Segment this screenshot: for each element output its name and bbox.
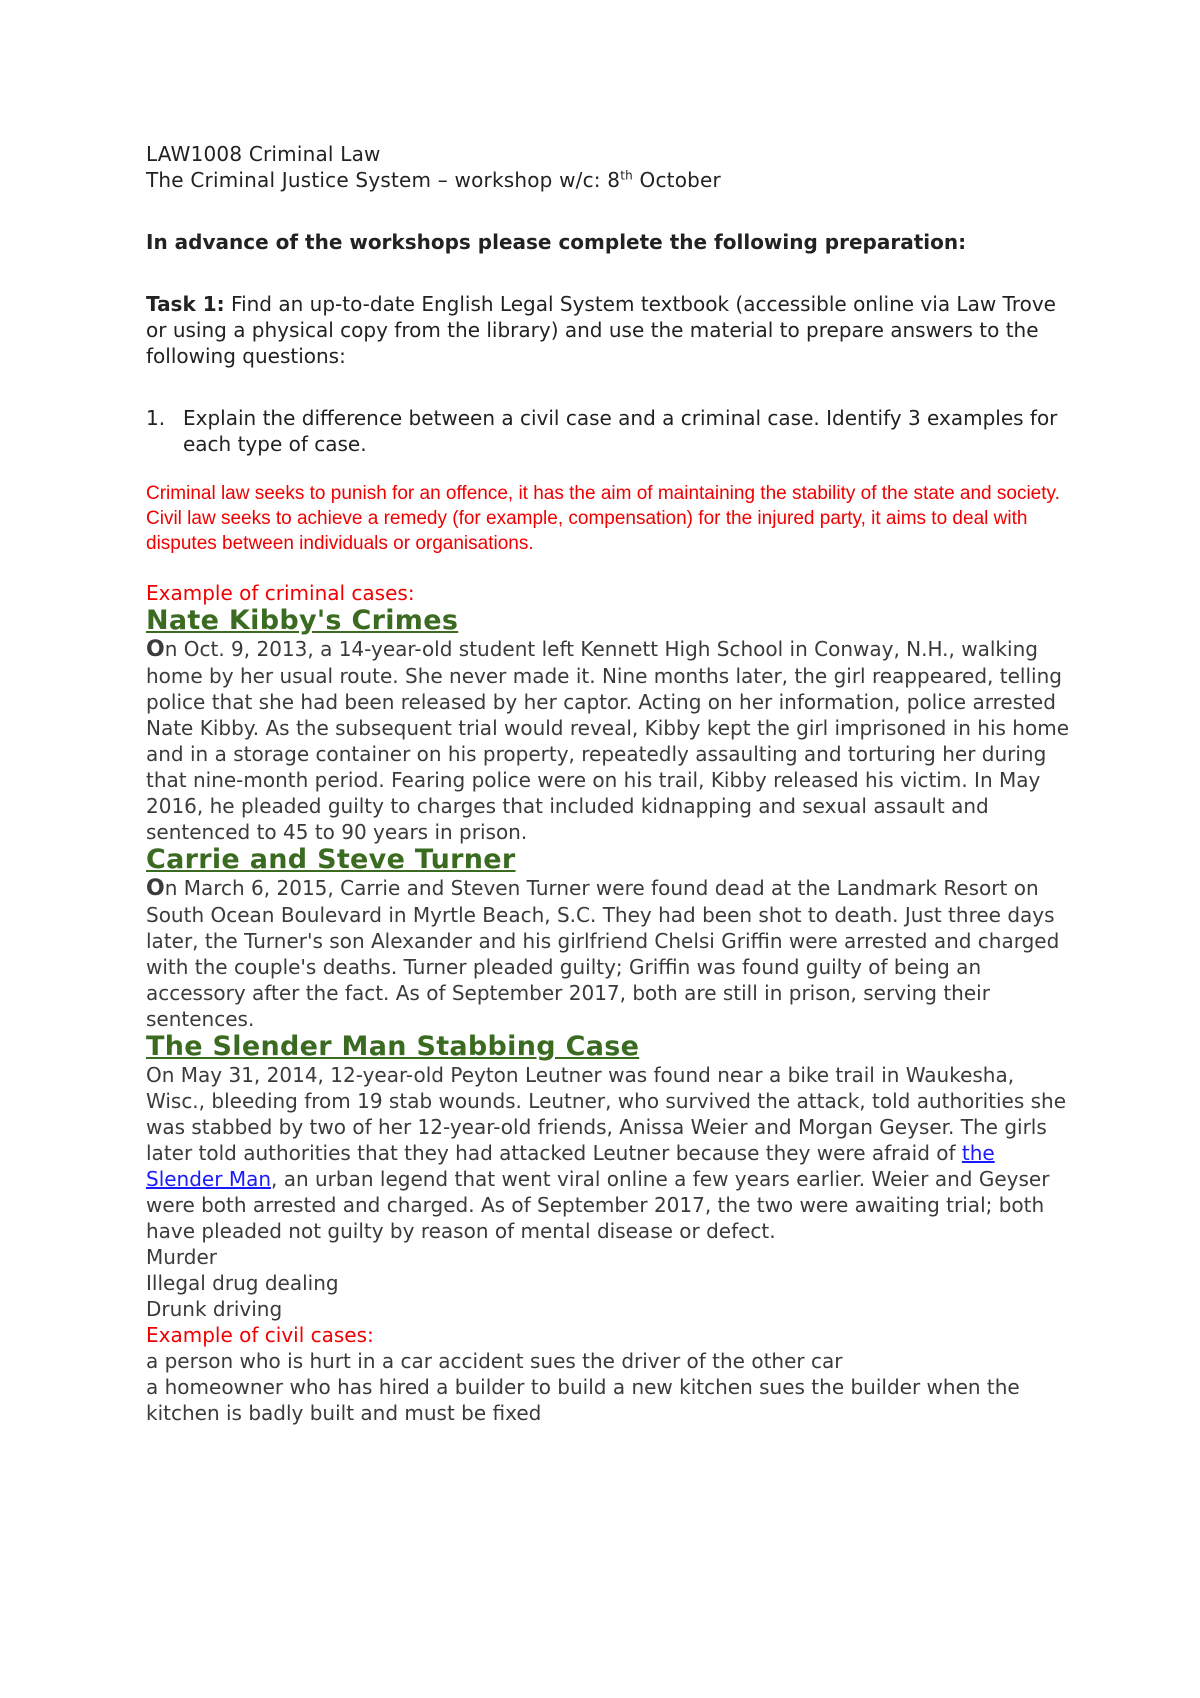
case-text-kibby: n Oct. 9, 2013, a 14-year-old student left Kennett High School in Conway, N.H., walking home by her usual route. She never made it. Nine months later, the girl reappeared, telling police that she had been released by her captor. Acting on her information, police arrested Nate Kibby. As the subsequent trial would reveal, Kibby kept the girl imprisoned in his home and in a storage container on his property, repeatedly assaulting and torturing her during that nine-month period. Fearing police were on his trail, Kibby released his victim. In May 2016, he pleaded guilty to charges that included kidnapping and sexual assault and sentenced to 45 to 90 years in prison.: [146, 637, 1070, 844]
case-title-turner: Carrie and Steve Turner: [146, 844, 516, 875]
task-1-text: Find an up-to-date English Legal System textbook (accessible online via Law Trove or using a physical copy from the library) and use the material to prepare answers to the following questions:: [146, 292, 1056, 368]
criminal-example-murder: Murder: [146, 1245, 218, 1269]
case-text-slender-man-after: , an urban legend that went viral online a few years earlier. Weier and Geyser were both arrested and charged. As of September 2017, the two were awaiting trial; both have pleaded not guilty by reason of mental disease or defect.: [146, 1167, 1050, 1243]
subtitle-suffix: October: [632, 168, 721, 192]
case-text-turner: n March 6, 2015, Carrie and Steven Turner were found dead at the Landmark Resort on South Ocean Boulevard in Myrtle Beach, S.C. They had been shot to death. Just three days later, the Turner's son Alexander and his girlfriend Chelsi Griffin were arrested and charged with the couple's deaths. Turner pleaded guilty; Griffin was found guilty of being an accessory after the fact. As of September 2017, both are still in prison, serving their sentences.: [146, 876, 1060, 1031]
criminal-example-drunk-driving: Drunk driving: [146, 1297, 283, 1321]
dropcap-letter: O: [146, 876, 165, 901]
workshop-subtitle: [146, 167, 1076, 193]
task-1-label: Task 1:: [146, 292, 225, 316]
answer-paragraph: Criminal law seeks to punish for an offence, it has the aim of maintaining the stability of the state and society. Civil law seeks to achieve a remedy (for example, compensation) for the injured party, it aims to deal with disputes between individuals or organisations.: [146, 483, 1060, 554]
case-title-kibby: Nate Kibby's Crimes: [146, 605, 459, 636]
question-1-text: Explain the difference between a civil case and a criminal case. Identify 3 examples for each type of case.: [183, 406, 1058, 456]
civil-example-builder: a homeowner who has hired a builder to build a new kitchen sues the builder when the kitchen is badly built and must be fixed: [146, 1375, 1020, 1425]
slender-man-link[interactable]: the Slender Man: [146, 1141, 995, 1191]
question-1-number: 1.: [146, 406, 166, 430]
case-body-turner: [146, 875, 1076, 1032]
question-1: [146, 405, 1076, 457]
case-text-slender-man-before: On May 31, 2014, 12-year-old Peyton Leutner was found near a bike trail in Waukesha, Wisc., bleeding from 19 stab wounds. Leutner, who survived the attack, told authorities she was stabbed by two of her 12-year-old friends, Anissa Weier and Morgan Geyser. The girls later told authorities that they had attacked Leutner because they were afraid of: [146, 1063, 1067, 1165]
course-title: LAW1008 Criminal Law: [146, 142, 381, 166]
criminal-example-drug-dealing: Illegal drug dealing: [146, 1271, 339, 1295]
document-body: [146, 141, 1076, 1426]
subtitle-prefix: The Criminal Justice System – workshop w/c: 8: [146, 168, 621, 192]
civil-example-car-accident: a person who is hurt in a car accident sues the driver of the other car: [146, 1349, 843, 1373]
criminal-cases-heading: Example of criminal cases:: [146, 581, 415, 605]
preparation-heading: In advance of the workshops please complete the following preparation:: [146, 230, 967, 254]
case-title-slender-man: The Slender Man Stabbing Case: [146, 1031, 640, 1062]
case-body-kibby: [146, 636, 1076, 845]
civil-cases-heading: Example of civil cases:: [146, 1323, 374, 1347]
subtitle-ordinal: th: [620, 168, 633, 183]
question-list: [146, 405, 1076, 457]
case-body-slender-man: [146, 1062, 1076, 1244]
dropcap-letter: O: [146, 637, 165, 662]
task-1-paragraph: [146, 291, 1076, 369]
